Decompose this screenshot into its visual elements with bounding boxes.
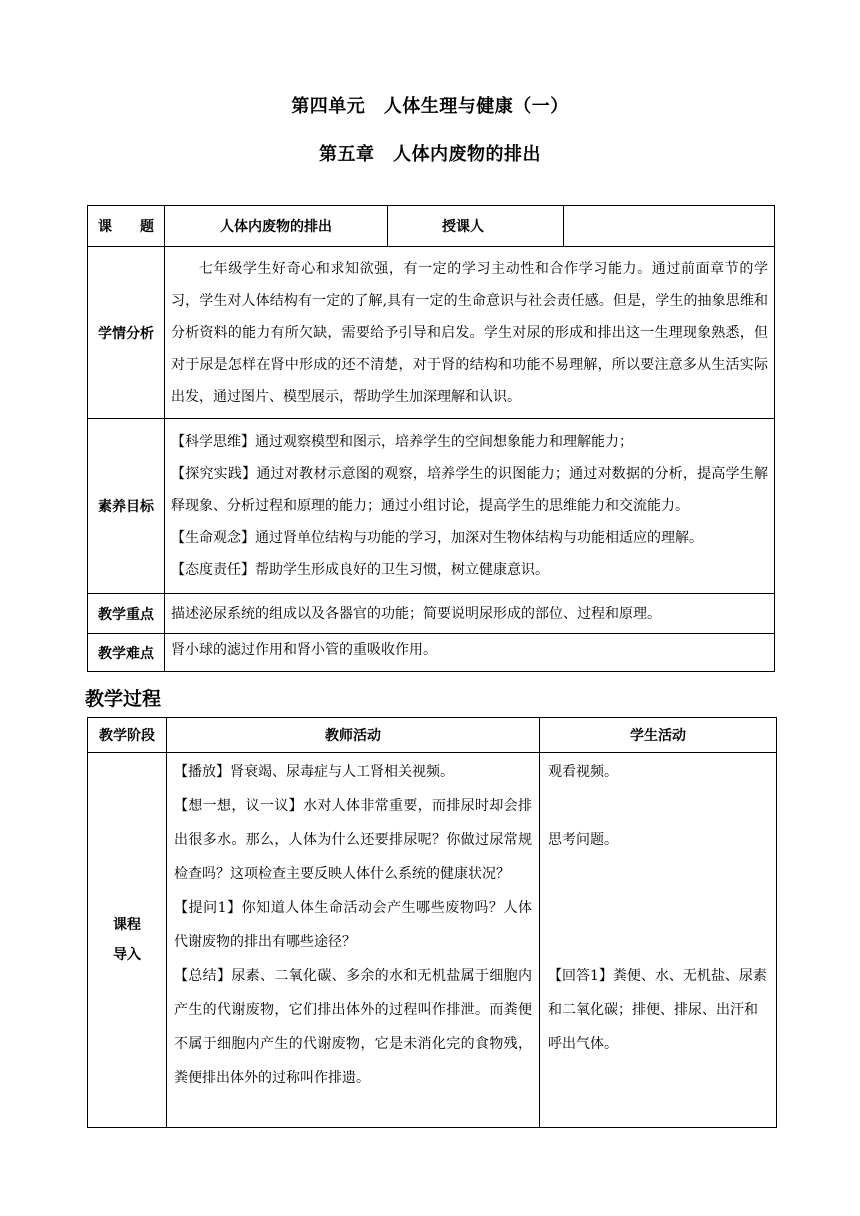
teacher-activity-item: 【提问1】你知道人体生命活动会产生哪些废物吗？人体代谢废物的排出有哪些途径？: [174, 900, 532, 950]
process-table: [87, 717, 777, 1128]
analysis-text: 七年级学生好奇心和求知欲强，有一定的学习主动性和合作学习能力。通过前面章节的学习，学生对人体结构有一定的了解,具有一定的生命意识与社会责任感。但是，学生的抽象思维和分析资料的能力有所欠缺，需要给予引导和启发。学生对尿的形成和排出这一生理现象熟悉，但对于尿是怎样在肾中形成的还不清楚，对于肾的结构和功能不易理解，所以要注意多从生活实际出发，通过图片、模型展示，帮助学生加深理解和认识。: [165, 247, 775, 419]
teacher-activity-item: 【总结】尿素、二氧化碳、多余的水和无机盐属于细胞内产生的代谢废物，它们排出体外的过程叫作排泄。而粪便不属于细胞内产生的代谢废物，它是未消化完的食物残，粪便排出体外的过称叫作排遗。: [174, 968, 532, 1086]
teacher-activity-item: 【播放】肾衰竭、尿毒症与人工肾相关视频。: [174, 764, 454, 780]
stage-line: 导入: [113, 947, 141, 963]
topic-row: [88, 206, 775, 247]
difficulty-label: 教学难点: [88, 634, 165, 672]
col-stage-header: 教学阶段: [88, 718, 167, 753]
spacer: [548, 925, 768, 959]
analysis-row: [88, 247, 775, 419]
stage-line: 课程: [113, 917, 141, 933]
chapter-title: 第五章 人体内废物的排出: [319, 144, 541, 165]
spacer: [548, 789, 768, 823]
teacher-value: [564, 206, 775, 247]
process-row-intro: [88, 753, 777, 1128]
goal-item: 【科学思维】通过观察模型和图示，培养学生的空间想象能力和理解能力；: [171, 434, 633, 450]
lesson-info-table: [87, 205, 775, 672]
stage-cell: [88, 753, 167, 1128]
process-heading: 教学过程: [85, 688, 162, 710]
goal-item: 【探究实践】通过对教材示意图的观察，培养学生的识图能力；通过对数据的分析，提高学生解释现象、分析过程和原理的能力；通过小组讨论，提高学生的思维能力和交流能力。: [171, 466, 768, 514]
teacher-label: 授课人: [388, 206, 564, 247]
student-activity-item: 观看视频。: [548, 764, 618, 780]
goals-label: 素养目标: [88, 419, 165, 594]
key-text: 描述泌尿系统的组成以及各器官的功能；简要说明尿形成的部位、过程和原理。: [165, 594, 775, 634]
analysis-label: 学情分析: [88, 247, 165, 419]
difficulty-row: [88, 634, 775, 672]
col-student-header: 学生活动: [540, 718, 777, 753]
student-activity-cell: [540, 753, 777, 1128]
unit-title: 第四单元 人体生理与健康（一）: [291, 96, 569, 117]
student-activity-item: 【回答1】粪便、水、无机盐、尿素和二氧化碳；排便、排尿、出汗和呼出气体。: [548, 968, 767, 1052]
key-row: [88, 594, 775, 634]
difficulty-text: 肾小球的滤过作用和肾小管的重吸收作用。: [165, 634, 775, 672]
spacer: [548, 891, 768, 925]
student-activity-item: 思考问题。: [548, 832, 618, 848]
col-teacher-header: 教师活动: [167, 718, 540, 753]
teacher-activity-item: 【想一想，议一议】水对人体非常重要，而排尿时却会排出很多水。那么，人体为什么还要排尿呢？你做过尿常规检查吗？这项检查主要反映人体什么系统的健康状况？: [174, 798, 532, 882]
goals-row: [88, 419, 775, 594]
topic-value: 人体内废物的排出: [165, 206, 388, 247]
goal-item: 【生命观念】通过肾单位结构与功能的学习，加深对生物体结构与功能相适应的理解。: [171, 530, 703, 546]
topic-label: 课 题: [88, 206, 165, 247]
teacher-activity-cell: [167, 753, 540, 1128]
key-label: 教学重点: [88, 594, 165, 634]
process-header-row: [88, 718, 777, 753]
goals-text: [165, 419, 775, 594]
goal-item: 【态度责任】帮助学生形成良好的卫生习惯，树立健康意识。: [171, 562, 549, 578]
spacer: [548, 857, 768, 891]
